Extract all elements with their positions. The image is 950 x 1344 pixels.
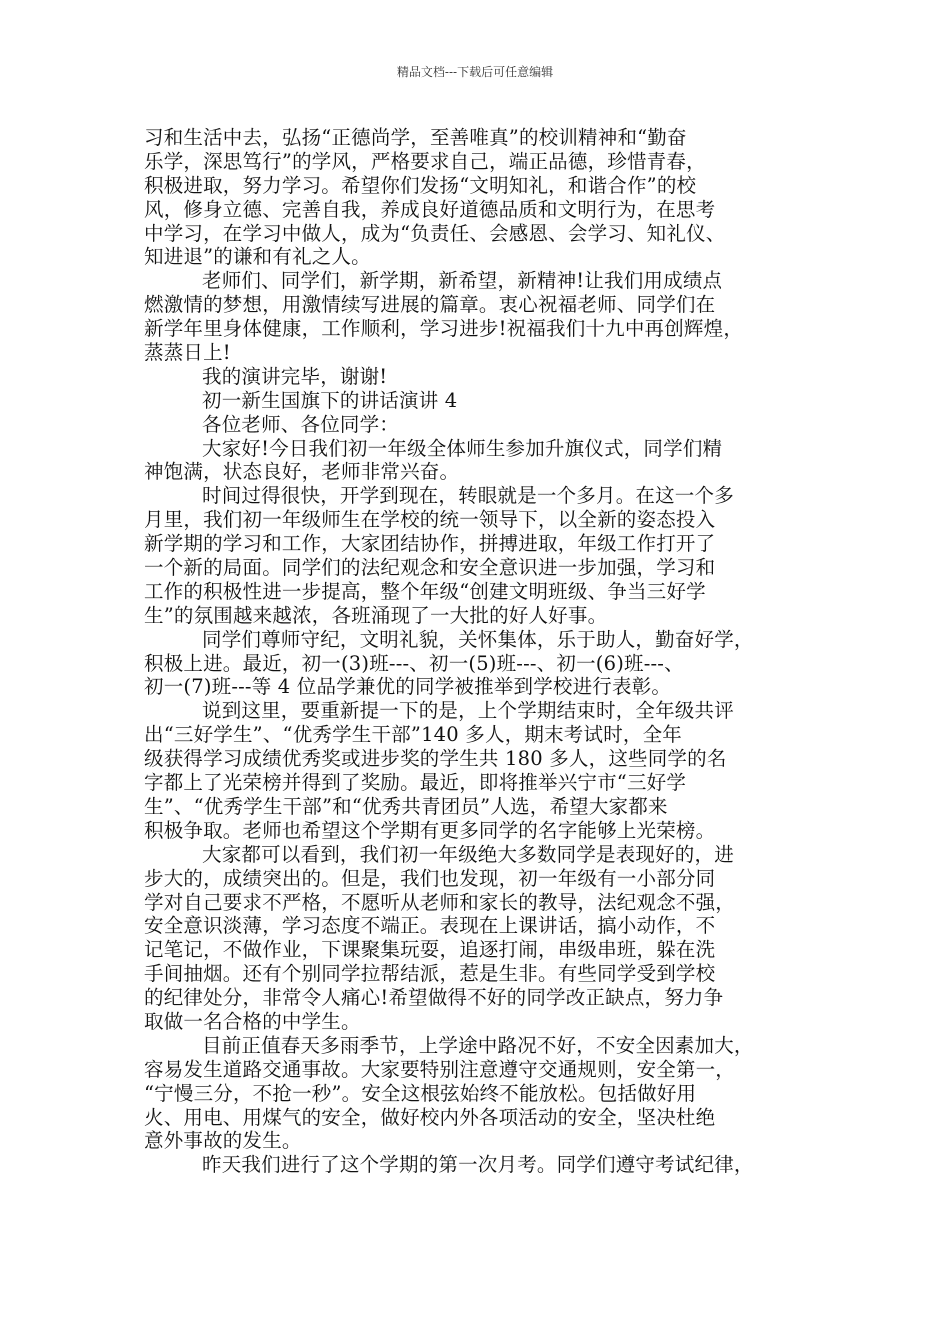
text-line: 级获得学习成绩优秀奖或进步奖的学生共 180 多人，这些同学的名 [144, 747, 727, 771]
text-line: 目前正值春天多雨季节，上学途中路况不好，不安全因素加大， [202, 1033, 754, 1057]
text-line: 学对自己要求不严格，不愿听从老师和家长的教导，法纪观念不强， [144, 890, 736, 914]
text-line: 生”的氛围越来越浓，各班涌现了一大批的好人好事。 [144, 603, 608, 627]
text-line: 新学期的学习和工作，大家团结协作，拼搏进取，年级工作打开了 [144, 532, 716, 556]
document-body [144, 126, 824, 1177]
text-line: 风，修身立德、完善自我，养成良好道德品质和文明行为，在思考 [144, 197, 716, 221]
text-line: 神饱满，状态良好，老师非常兴奋。 [144, 460, 460, 484]
text-line: 出“三好学生”、“优秀学生干部”140 多人，期末考试时，全年 [144, 723, 682, 747]
page-header: 精品文档---下载后可任意编辑 [396, 65, 554, 79]
text-line: 积极进取，努力学习。希望你们发扬“文明知礼，和谐合作”的校 [144, 173, 697, 197]
text-line: 安全意识淡薄，学习态度不端正。表现在上课讲话，搞小动作，不 [144, 914, 716, 938]
text-line: 步大的，成绩突出的。但是，我们也发现，初一年级有一小部分同 [144, 866, 716, 890]
text-line: 字都上了光荣榜并得到了奖励。最近，即将推举兴宁市“三好学 [144, 771, 687, 795]
text-line: 知进退”的谦和有礼之人。 [144, 245, 371, 269]
text-line: 时间过得很快，开学到现在，转眼就是一个多月。在这一个多 [202, 484, 734, 508]
text-line: “宁慢三分，不抢一秒”。安全这根弦始终不能放松。包括做好用 [144, 1081, 697, 1105]
text-line: 火、用电、用煤气的安全，做好校内外各项活动的安全，坚决杜绝 [144, 1105, 716, 1129]
text-line: 乐学，深思笃行”的学风，严格要求自己，端正品德，珍惜青春， [144, 149, 706, 173]
text-line: 的纪律处分，非常令人痛心!希望做得不好的同学改正缺点，努力争 [144, 986, 724, 1010]
text-line: 说到这里，要重新提一下的是，上个学期结束时，全年级共评 [202, 699, 734, 723]
text-line: 生”、“优秀学生干部”和“优秀共青团员”人选，希望大家都来 [144, 794, 668, 818]
text-line: 昨天我们进行了这个学期的第一次月考。同学们遵守考试纪律， [202, 1153, 754, 1177]
text-line: 工作的积极性进一步提高，整个年级“创建文明班级、争当三好学 [144, 579, 706, 603]
text-line: 各位老师、各位同学： [202, 412, 400, 436]
text-line: 习和生活中去，弘扬“正德尚学，至善唯真”的校训精神和“勤奋 [144, 126, 687, 149]
text-line: 积极上进。最近，初一(3)班---、初一(5)班---、初一(6)班---、 [144, 651, 684, 675]
text-line: 取做一名合格的中学生。 [144, 1009, 361, 1033]
text-line: 月里，我们初一年级师生在学校的统一领导下，以全新的姿态投入 [144, 508, 716, 532]
text-line: 蒸蒸日上! [144, 341, 231, 365]
text-line: 容易发生道路交通事故。大家要特别注意遵守交通规则，安全第一， [144, 1057, 736, 1081]
text-line: 意外事故的发生。 [144, 1129, 302, 1153]
text-line: 大家好!今日我们初一年级全体师生参加升旗仪式，同学们精 [202, 436, 723, 460]
text-line: 中学习，在学习中做人，成为“负责任、会感恩、会学习、知礼仪、 [144, 221, 726, 245]
text-line: 记笔记，不做作业，下课聚集玩耍，追逐打闹，串级串班，躲在洗 [144, 938, 716, 962]
text-line: 大家都可以看到，我们初一年级绝大多数同学是表现好的，进 [202, 842, 734, 866]
text-line: 手间抽烟。还有个别同学拉帮结派，惹是生非。有些同学受到学校 [144, 962, 716, 986]
text-line: 积极争取。老师也希望这个学期有更多同学的名字能够上光荣榜。 [144, 818, 716, 842]
text-line: 燃激情的梦想，用激情续写进展的篇章。衷心祝福老师、同学们在 [144, 293, 716, 317]
text-line: 同学们尊师守纪，文明礼貌，关怀集体，乐于助人，勤奋好学， [202, 627, 754, 651]
text-line: 初一新生国旗下的讲话演讲 4 [202, 388, 458, 412]
text-line: 一个新的局面。同学们的法纪观念和安全意识进一步加强，学习和 [144, 556, 716, 580]
text-line: 新学年里身体健康，工作顺利，学习进步!祝福我们十九中再创辉煌， [144, 317, 744, 341]
text-line: 老师们、同学们，新学期，新希望，新精神!让我们用成绩点 [202, 269, 723, 293]
text-line: 我的演讲完毕，谢谢! [202, 364, 388, 388]
text-line: 初一(7)班---等 4 位品学兼优的同学被推举到学校进行表彰。 [144, 675, 672, 699]
